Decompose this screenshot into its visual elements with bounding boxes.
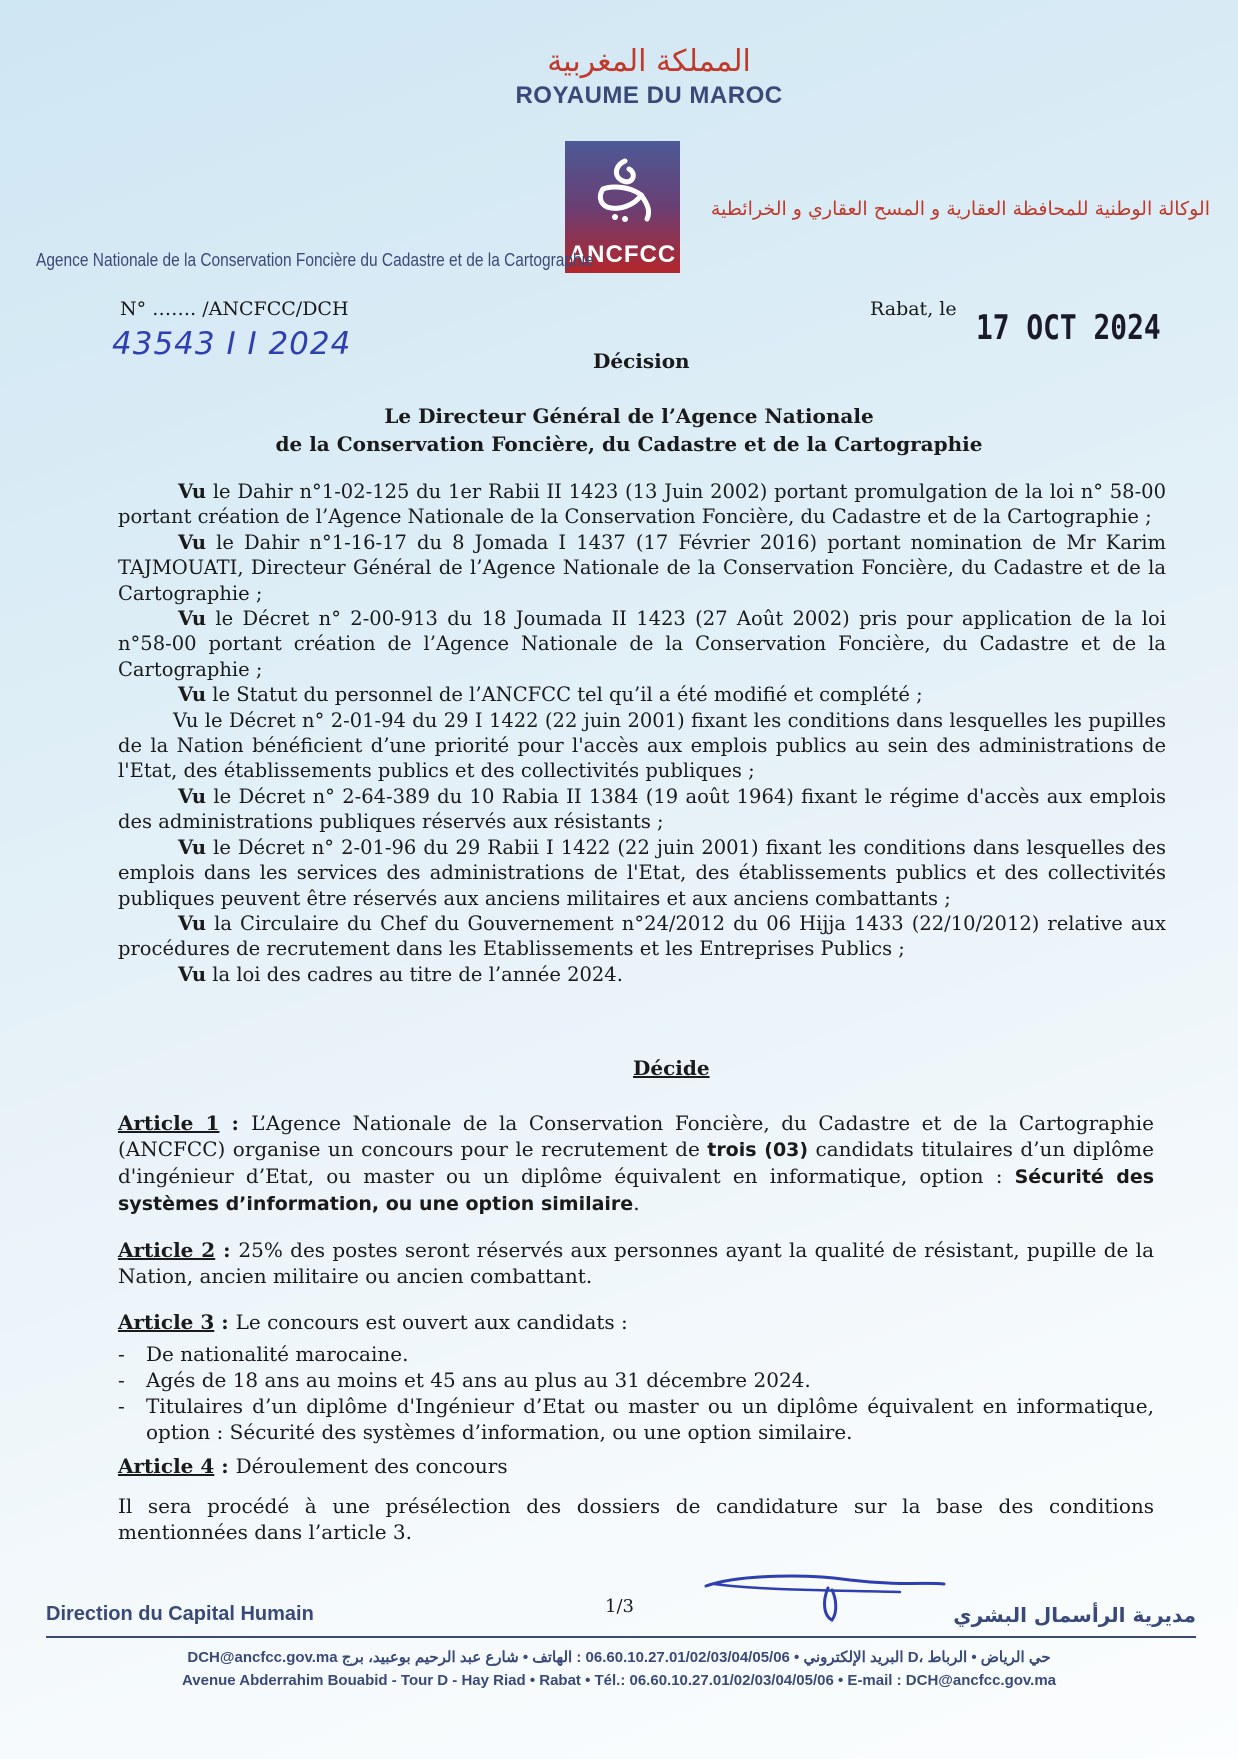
visa-paragraph [118,682,1166,707]
kingdom-title: ROYAUME DU MAROC [515,82,783,109]
article-3-colon: : [214,1310,236,1334]
director-heading-line2: de la Conservation Foncière, du Cadastre et de la Cartographie [275,432,983,456]
visa-text: le Dahir n°1-16-17 du 8 Jomada I 1437 (17 Février 2016) portant nomination de Mr Karim TAJMOUATI, Directeur Général de l’Agence Nationale de la Conservation Foncière, du Cadastre et de la Cartographie ; [118,530,1166,605]
signature-icon [700,1568,950,1628]
visa-paragraph [118,835,1166,911]
agency-name-french: Agence Nationale de la Conservation Foncière du Cadastre et de la Cartographie [36,250,594,270]
article-1-text-b: candidats titulaires d’un diplôme d'ingénieur d’Etat, ou master ou un diplôme équivalent en informatique, option : [118,1137,1154,1188]
list-item: - De nationalité marocaine. [118,1341,1154,1367]
visa-paragraph [118,962,1166,987]
article-3-label: Article 3 [118,1310,215,1334]
visa-vu: Vu [178,835,207,859]
page-number: 1/3 [605,1596,634,1617]
director-heading [0,402,1238,458]
visa-vu: Vu [178,607,207,631]
document-title: Décision [593,349,690,373]
visa-vu: Vu [178,683,207,707]
footer-divider [46,1636,1196,1638]
visa-vu: Vu [178,530,207,554]
visa-paragraph [118,708,1166,784]
visa-vu: Vu [178,962,207,986]
article-4-text: Déroulement des concours [235,1454,508,1478]
visas-section [118,479,1166,987]
article-4-paragraph: Il sera procédé à une présélection des dossiers de candidature sur la base des conditions mentionnées dans l’article 3. [118,1494,1154,1544]
article-2-colon: : [215,1238,239,1262]
article-4-label: Article 4 [118,1454,215,1478]
visa-text: Vu le Décret n° 2-01-94 du 29 I 1422 (22 juin 2001) fixant les conditions dans lesquelles les pupilles de la Nation bénéficient d’une priorité pour l'accès aux emplois publics au sein des administrations de l'Etat, des établissements publics et des collectivités publiques ; [118,708,1166,783]
visa-text: la Circulaire du Chef du Gouvernement n°24/2012 du 06 Hijja 1433 (22/10/2012) relative aux procédures de recrutement dans les Etablissements et les Entreprises Publics ; [118,911,1166,961]
footer-address-arabic: DCH@ancfcc.gov.ma البريد الإلكتروني • 06.60.10.27.01/02/03/04/05/06 : الهاتف • شارع عبد الرحيم بوعبيد، برج D، حي الرياض • الرباط [187,1649,1051,1666]
article-2 [118,1237,1154,1289]
visa-paragraph [118,911,1166,962]
article-1-end: . [633,1191,640,1215]
visa-text: le Décret n° 2-64-389 du 10 Rabia II 1384 (19 août 1964) fixant le régime d'accès aux emplois des administrations publiques réservés aux résistants ; [118,784,1166,834]
decide-heading: Décide [633,1056,710,1080]
visa-text: le Statut du personnel de l’ANCFCC tel qu’il a été modifié et complété ; [206,683,923,707]
visa-vu: Vu [178,911,207,935]
agency-name-arabic: الوكالة الوطنية للمحافظة العقارية و المسح العقاري و الخرائطية [710,198,1210,220]
visa-text: la loi des cadres au titre de l’année 2024. [206,962,623,986]
article-4 [118,1453,1154,1479]
visa-vu: Vu [178,784,207,808]
footer-direction-french: Direction du Capital Humain [46,1603,314,1625]
handwritten-reference-number: 43543 I I 2024 [112,326,352,362]
article-3 [118,1309,1154,1335]
date-stamp: 17 OCT 2024 [976,308,1161,348]
list-item: - Agés de 18 ans au moins et 45 ans au plus au 31 décembre 2024. [118,1367,1154,1393]
list-item: - Titulaires d’un diplôme d'Ingénieur d’Etat ou master ou un diplôme équivalent en informatique, option : Sécurité des systèmes d’information, ou une option similaire. [118,1393,1154,1445]
footer-address-french: Avenue Abderrahim Bouabid - Tour D - Hay Riad • Rabat • Tél.: 06.60.10.27.01/02/03/04/05/06 • E-mail : DCH@ancfcc.gov.ma [182,1672,1056,1689]
article-3-text: Le concours est ouvert aux candidats : [235,1310,628,1334]
article-3-conditions-list [118,1341,1154,1445]
article-1-label: Article 1 [118,1111,220,1135]
logo-text: ANCFCC [568,241,677,268]
calligraphy-logo-icon [585,155,660,225]
visa-paragraph [118,530,1166,606]
visa-text: le Décret n° 2-00-913 du 18 Joumada II 1423 (27 Août 2002) pris pour application de la loi n°58-00 portant création de l’Agence Nationale de la Conservation Foncière, du Cadastre et de la Cartographie ; [118,607,1166,681]
article-2-label: Article 2 [118,1238,216,1262]
article-1 [118,1110,1154,1217]
visa-text: le Dahir n°1-02-125 du 1er Rabii II 1423 (13 Juin 2002) portant promulgation de la loi n° 58-00 portant création de l’Agence Nationale de la Conservation Foncière, du Cadastre et de la Cartographie ; [118,480,1166,529]
place-label: Rabat, le [870,298,957,320]
director-heading-line1: Le Directeur Général de l’Agence Nationale [384,404,874,428]
article-1-count: trois (03) [707,1139,809,1161]
article-1-colon: : [219,1111,252,1135]
visa-paragraph [118,784,1166,835]
reference-number-label: N° ……. /ANCFCC/DCH [120,298,349,320]
visa-vu: Vu [178,480,207,503]
article-1-text-a: L’Agence Nationale de la Conservation Foncière, du Cadastre et de la Cartographie (ANCFCC) organise un concours pour le recrutement de [118,1111,1155,1161]
article-1-option: Sécurité des systèmes d’information, ou une option similaire [118,1166,1155,1215]
articles-section [118,1110,1154,1545]
visa-paragraph [118,606,1166,682]
footer-direction-arabic: مديرية الرأسمال البشري [953,1603,1196,1627]
visa-text: le Décret n° 2-01-96 du 29 Rabii I 1422 (22 juin 2001) fixant les conditions dans lesquelles des emplois dans les services des administrations de l'Etat, des établissements publics et des collectivités publiques peuvent être réservés aux anciens militaires et aux anciens combattants ; [118,835,1166,910]
article-2-text: 25% des postes seront réservés aux personnes ayant la qualité de résistant, pupille de la Nation, ancien militaire ou ancien combattant. [118,1238,1154,1288]
visa-paragraph [118,479,1166,530]
article-4-colon: : [214,1454,236,1478]
kingdom-arabic-title: المملكة المغربية [547,44,751,79]
